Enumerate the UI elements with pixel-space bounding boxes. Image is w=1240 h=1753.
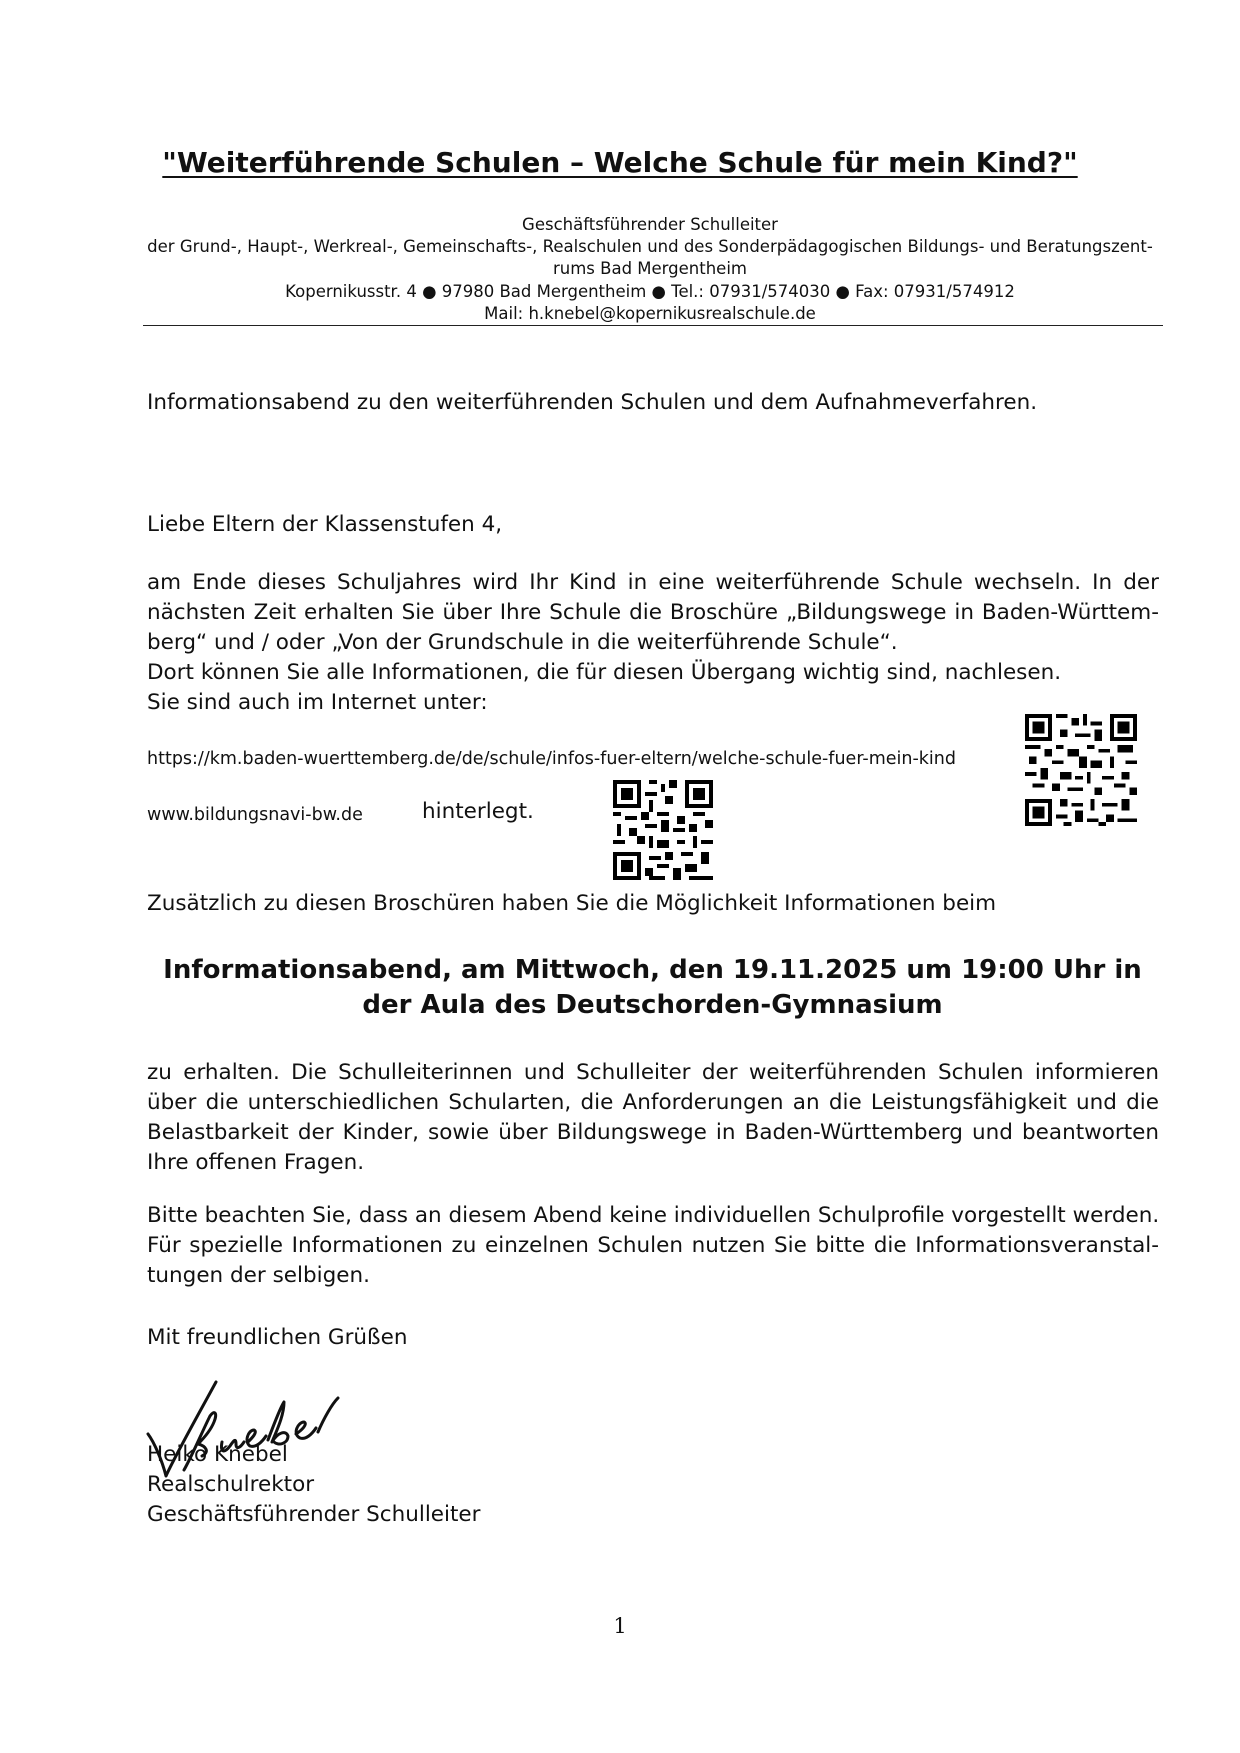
page-number: 1 bbox=[613, 1614, 627, 1638]
signer-name: Heiko Knebel bbox=[147, 1442, 288, 1467]
signer-position: Geschäftsführender Schulleiter bbox=[147, 1502, 481, 1527]
intro-text: Informationsabend zu den weiterführenden Schulen und dem Aufnahmeverfahren. bbox=[147, 390, 1038, 415]
event-line-2: der Aula des Deutschorden-Gymnasium bbox=[362, 990, 943, 1020]
header-line-1: Geschäftsführender Schulleiter bbox=[522, 215, 778, 234]
link-km-bw[interactable]: https://km.baden-wuerttemberg.de/de/schule/infos-fuer-eltern/welche-schule-fuer-mein-kind bbox=[147, 749, 956, 769]
greeting: Liebe Eltern der Klassenstufen 4, bbox=[147, 512, 503, 537]
paragraph-4-line: Für spezielle Informationen zu einzelnen Schulen nutzen Sie bitte die Informationsveranstal- bbox=[147, 1233, 1159, 1258]
hinterlegt-text: hinterlegt. bbox=[422, 799, 534, 824]
paragraph-1-line: Sie sind auch im Internet unter: bbox=[147, 690, 488, 715]
signer-role: Realschulrektor bbox=[147, 1472, 315, 1497]
paragraph-1-line: Dort können Sie alle Informationen, die für diesen Übergang wichtig sind, nachlesen. bbox=[147, 660, 1062, 685]
paragraph-1 bbox=[147, 568, 1159, 718]
qr-code-icon bbox=[1025, 714, 1137, 826]
header-line-5: Mail: h.knebel@kopernikusrealschule.de bbox=[484, 304, 816, 323]
header-line-2: der Grund-, Haupt-, Werkreal-, Gemeinschafts-, Realschulen und des Sonderpädagogischen Bildungs- und Beratungszent- bbox=[147, 237, 1153, 256]
paragraph-3-line: zu erhalten. Die Schulleiterinnen und Schulleiter der weiterführenden Schulen informieren bbox=[147, 1060, 1159, 1085]
paragraph-1-line: nächsten Zeit erhalten Sie über Ihre Schule die Broschüre „Bildungswege in Baden-Württem- bbox=[147, 600, 1159, 625]
paragraph-1-line: berg“ und / oder „Von der Grundschule in die weiterführende Schule“. bbox=[147, 630, 898, 655]
link-bildungsnavi[interactable]: www.bildungsnavi-bw.de bbox=[147, 805, 363, 825]
paragraph-3-line: Ihre offenen Fragen. bbox=[147, 1150, 365, 1175]
header-divider bbox=[143, 325, 1163, 326]
paragraph-1-line: am Ende dieses Schuljahres wird Ihr Kind in eine weiterführende Schule wechseln. In der bbox=[147, 570, 1159, 595]
paragraph-2: Zusätzlich zu diesen Broschüren haben Sie die Möglichkeit Informationen beim bbox=[147, 891, 997, 916]
header-line-4: Kopernikusstr. 4 ● 97980 Bad Mergentheim ● Tel.: 07931/574030 ● Fax: 07931/574912 bbox=[285, 282, 1015, 301]
qr-code-icon bbox=[613, 780, 713, 880]
paragraph-3 bbox=[147, 1058, 1159, 1178]
document-title: "Weiterführende Schulen – Welche Schule für mein Kind?" bbox=[162, 146, 1078, 179]
paragraph-4 bbox=[147, 1201, 1159, 1291]
closing: Mit freundlichen Grüßen bbox=[147, 1325, 408, 1350]
event-line-1: Informationsabend, am Mittwoch, den 19.11.2025 um 19:00 Uhr in bbox=[163, 955, 1142, 985]
paragraph-3-line: über die unterschiedlichen Schularten, die Anforderungen an die Leistungsfähigkeit und die bbox=[147, 1090, 1159, 1115]
paragraph-3-line: Belastbarkeit der Kinder, sowie über Bildungswege in Baden-Württemberg und beantworten bbox=[147, 1120, 1159, 1145]
paragraph-4-line: Bitte beachten Sie, dass an diesem Abend keine individuellen Schulprofile vorgestellt werden. bbox=[147, 1203, 1160, 1228]
paragraph-4-line: tungen der selbigen. bbox=[147, 1263, 370, 1288]
header-line-3: rums Bad Mergentheim bbox=[552, 259, 747, 278]
